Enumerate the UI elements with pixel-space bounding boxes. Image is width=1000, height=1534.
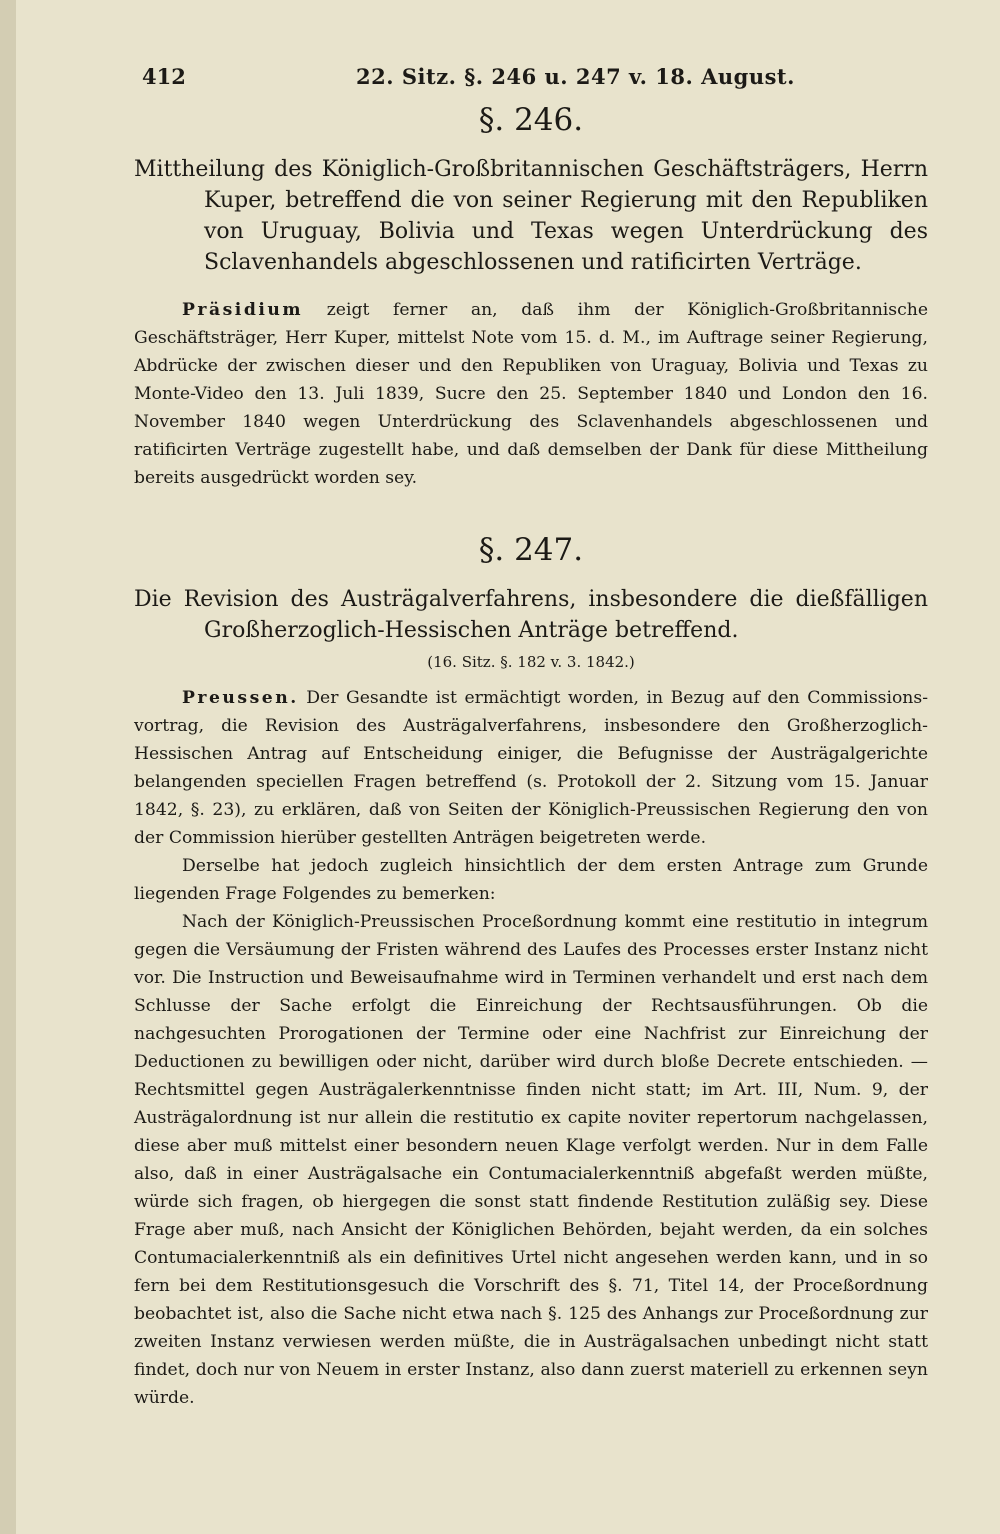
section-246-paragraph	[134, 296, 928, 492]
speaker-preussen: Preussen.	[182, 688, 299, 708]
section-246-number: §. 246.	[478, 102, 584, 138]
section-247-para1-text: Der Gesandte ist ermächtigt worden, in Bezug auf den Commissions-vortrag, die Revision des Austrägalverfahrens, insbesondere den Großherzoglich-Hessischen Antrag auf Entscheidung einiger, die Befugnisse der Austrägalgerichte belangenden speciellen Fragen betreffend (s. Protokoll der 2. Sitzung vom 15. Januar 1842, §. 23), zu erklären, daß von Seiten der Königlich-Preussischen Regierung den von der Commission hierüber gestellten Anträgen beigetreten werde.	[134, 688, 929, 848]
section-247-paragraph-3: Nach der Königlich-Preussischen Proceßordnung kommt eine restitutio in integrum gegen die Versäumung der Fristen während des Laufes des Processes erster Instanz nicht vor. Die Instruction und Beweisaufnahme wird in Terminen verhandelt und erst nach dem Schlusse der Sache erfolgt die Einreichung der Rechtsausführungen. Ob die nachgesuchten Prorogationen der Termine oder eine Nachfrist zur Einreichung der Deductionen zu bewilligen oder nicht, darüber wird durch bloße Decrete entschieden. — Rechtsmittel gegen Austrägalerkenntnisse finden nicht statt; im Art. III, Num. 9, der Austrägalordnung ist nur allein die restitutio ex capite noviter repertorum nachgelassen, diese aber muß mittelst einer besondern neuen Klage verfolgt werden. Nur in dem Falle also, daß in einer Austrägalsache ein Contumacialerkenntniß abgefaßt werden müßte, würde sich fragen, ob hiergegen die sonst statt findende Restitution zuläßig sey. Diese Frage aber muß, nach Ansicht der Königlichen Behörden, bejaht werden, da ein solches Contumacialerkenntniß als ein definitives Urtel nicht angesehen werden kann, und in so fern bei dem Restitutionsgesuch die Vorschrift des §. 71, Titel 14, der Proceßordnung beobachtet ist, also die Sache nicht etwa nach §. 125 des Anhangs zur Proceßordnung zur zweiten Instanz verwiesen werden müßte, die in Austrägalsachen unbedingt nicht statt findet, doch nur von Neuem in erster Instanz, also dann zuerst materiell zu erkennen seyn würde.	[134, 912, 928, 1408]
section-247-title: Die Revision des Austrägalverfahrens, insbesondere die dießfälligen Großherzoglich-Hessischen Anträge betreffend.	[134, 587, 928, 643]
section-246-body: zeigt ferner an, daß ihm der Königlich-Großbritannische Geschäftsträger, Herr Kuper, mittelst Note vom 15. d. M., im Auftrage seiner Regierung, Abdrücke der zwischen dieser und den Republiken von Uraguay, Bolivia und Texas zu Monte-Video den 13. Juli 1839, Sucre den 25. September 1840 und London den 16. November 1840 wegen Unterdrückung des Sclavenhandels abgeschlossenen und ratificirten Verträge zugestellt habe, und daß demselben der Dank für diese Mittheilung bereits ausgedrückt worden sey.	[134, 300, 928, 488]
section-gap	[134, 492, 928, 530]
page-number: 412	[142, 64, 186, 89]
section-247-paragraph-1	[134, 684, 928, 852]
section-247-number: §. 247.	[478, 532, 584, 568]
speaker-praesidium: Präsidium	[182, 300, 304, 320]
section-247-paragraph-2: Derselbe hat jedoch zugleich hinsichtlich der dem ersten Antrage zum Grunde liegenden Frage Folgendes zu bemerken:	[134, 856, 928, 904]
page-edge-shadow	[0, 0, 16, 1534]
running-head: 22. Sitz. §. 246 u. 247 v. 18. August.	[356, 64, 795, 89]
section-247-reference: (16. Sitz. §. 182 v. 3. 1842.)	[427, 653, 635, 671]
section-246-title: Mittheilung des Königlich-Großbritannischen Geschäftsträgers, Herrn Kuper, betreffend die von seiner Regierung mit den Republiken von Uruguay, Bolivia und Texas wegen Unterdrückung des Sclavenhandels abgeschlossenen und ratificirten Verträge.	[134, 157, 928, 275]
page-header	[134, 58, 928, 100]
